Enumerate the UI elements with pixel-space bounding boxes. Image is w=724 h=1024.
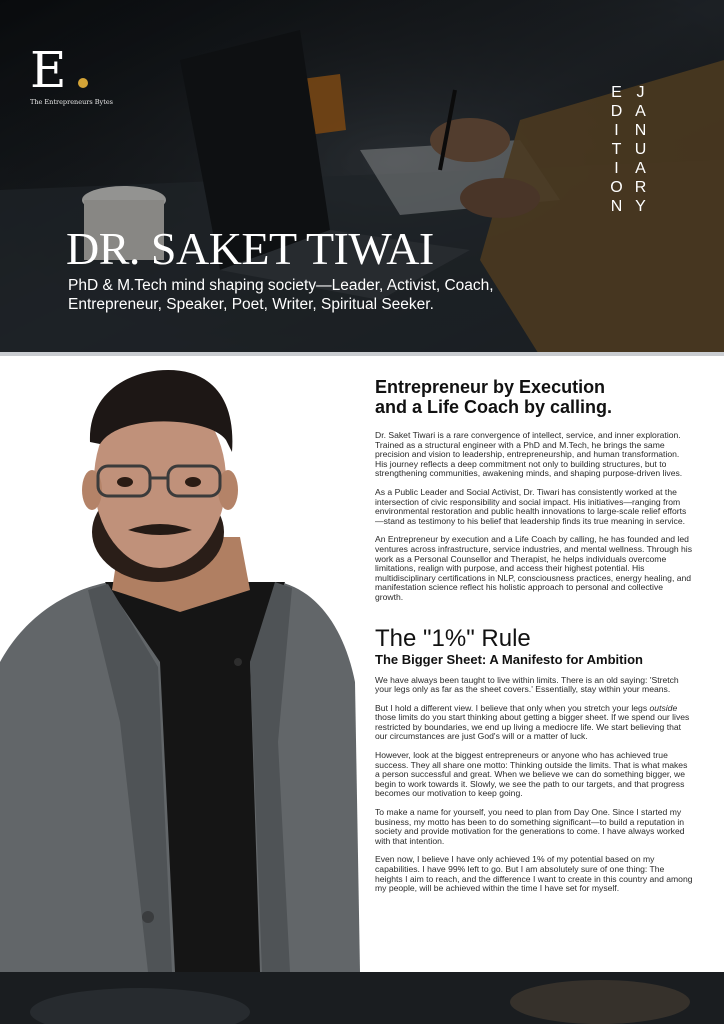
hero-divider	[0, 352, 724, 356]
hero-banner	[0, 0, 724, 356]
article-column	[375, 377, 693, 903]
logo-letter: E	[30, 41, 67, 99]
portrait-photo	[0, 362, 372, 972]
logo-tagline: The Entrepreneurs Bytes	[30, 98, 114, 106]
intro-paragraph: Dr. Saket Tiwari is a rare convergence of intellect, service, and inner exploration. Trained as a structural engineer with a PhD and M.Tech, he brings the same precision and vision to leadership, entrepreneurship, and human transformation. His journey reflects a deep commitment not only to building structures, but to strengthening communities, awakening minds, and shaping purpose-driven lives.	[375, 430, 683, 479]
rule-p2-after: those limits do you start thinking about getting a bigger sheet. If we spend our lives restricted by boundaries, we end up living a mediocre life. We start believing that our circumstances are just God's will or a matter of luck.	[375, 712, 690, 742]
intro-heading	[375, 377, 693, 417]
intro-heading-line1: Entrepreneur by Execution	[375, 377, 606, 397]
footer-background-photo	[0, 972, 724, 1024]
intro-paragraph: An Entrepreneur by execution and a Life Coach by calling, he has founded and led ventures across infrastructure, service industries, and mental wellness. Through his work as a Personal Counsellor and Therapist, he helps individuals overcome limitations, realign with purpose, and access their highest potential. His multidisciplinary certifications in NLP, consciousness practices, energy healing, and manifestation science reflect his holistic approach to personal and collective growth.	[375, 534, 692, 602]
rule-paragraph: However, look at the biggest entrepreneurs or anyone who has achieved true success. They all share one motto: Thinking outside the limits. That is what makes a person successful and great. When we believe we can do something bigger, we begin to work towards it. Slowly, we see the path to our targets, and that progress becomes our motivation to keep going.	[375, 750, 688, 799]
rule-title: The "1%" Rule	[375, 624, 531, 652]
rule-subtitle: The Bigger Sheet: A Manifesto for Ambition	[375, 651, 643, 667]
rule-paragraph: To make a name for yourself, you need to plan from Day One. Since I started my business, my motto has been to do something significant—to build a reputation in society and provide motivation for the generations to come. I have always worked with that intention.	[375, 807, 685, 846]
rule-p2-emphasis: outside	[649, 702, 678, 713]
rule-paragraph-italic-mix	[375, 704, 693, 742]
rule-paragraph: Even now, I believe I have only achieved 1% of my potential based on my capabilities. I have 99% left to go. But I am absolutely sure of one thing: The heights I aim to reach, and the difference I want to create in this country and among my people, will be achieved within the time I have set for myself.	[375, 854, 693, 894]
magazine-logo	[30, 41, 114, 106]
footer-photo-strip	[0, 972, 724, 1024]
rule-paragraph: We have always been taught to live within limits. There is an old saying: 'Stretch your legs only as far as the sheet covers.' Essentially, stay within your means.	[375, 674, 679, 695]
edition-label: JANUARY EDITION	[608, 84, 649, 217]
intro-heading-line2: and a Life Coach by calling.	[375, 397, 613, 417]
rule-p2-before: But I hold a different view. I believe that only when you stretch your legs	[375, 702, 650, 713]
cover-name: DR. SAKET TIWAI	[66, 223, 434, 274]
portrait-illustration	[0, 362, 372, 972]
cover-subtitle: PhD & M.Tech mind shaping society—Leader, Activist, Coach, Entrepreneur, Speaker, Poet, Writer, Spiritual Seeker.	[68, 277, 494, 313]
logo-dot-icon	[78, 78, 88, 88]
intro-paragraph: As a Public Leader and Social Activist, Dr. Tiwari has consistently worked at the intersection of civic responsibility and social impact. His initiatives—ranging from environmental restoration and public health innovations to large-scale relief efforts—stand as testimony to his belief that leadership finds its true meaning in service.	[375, 486, 687, 526]
